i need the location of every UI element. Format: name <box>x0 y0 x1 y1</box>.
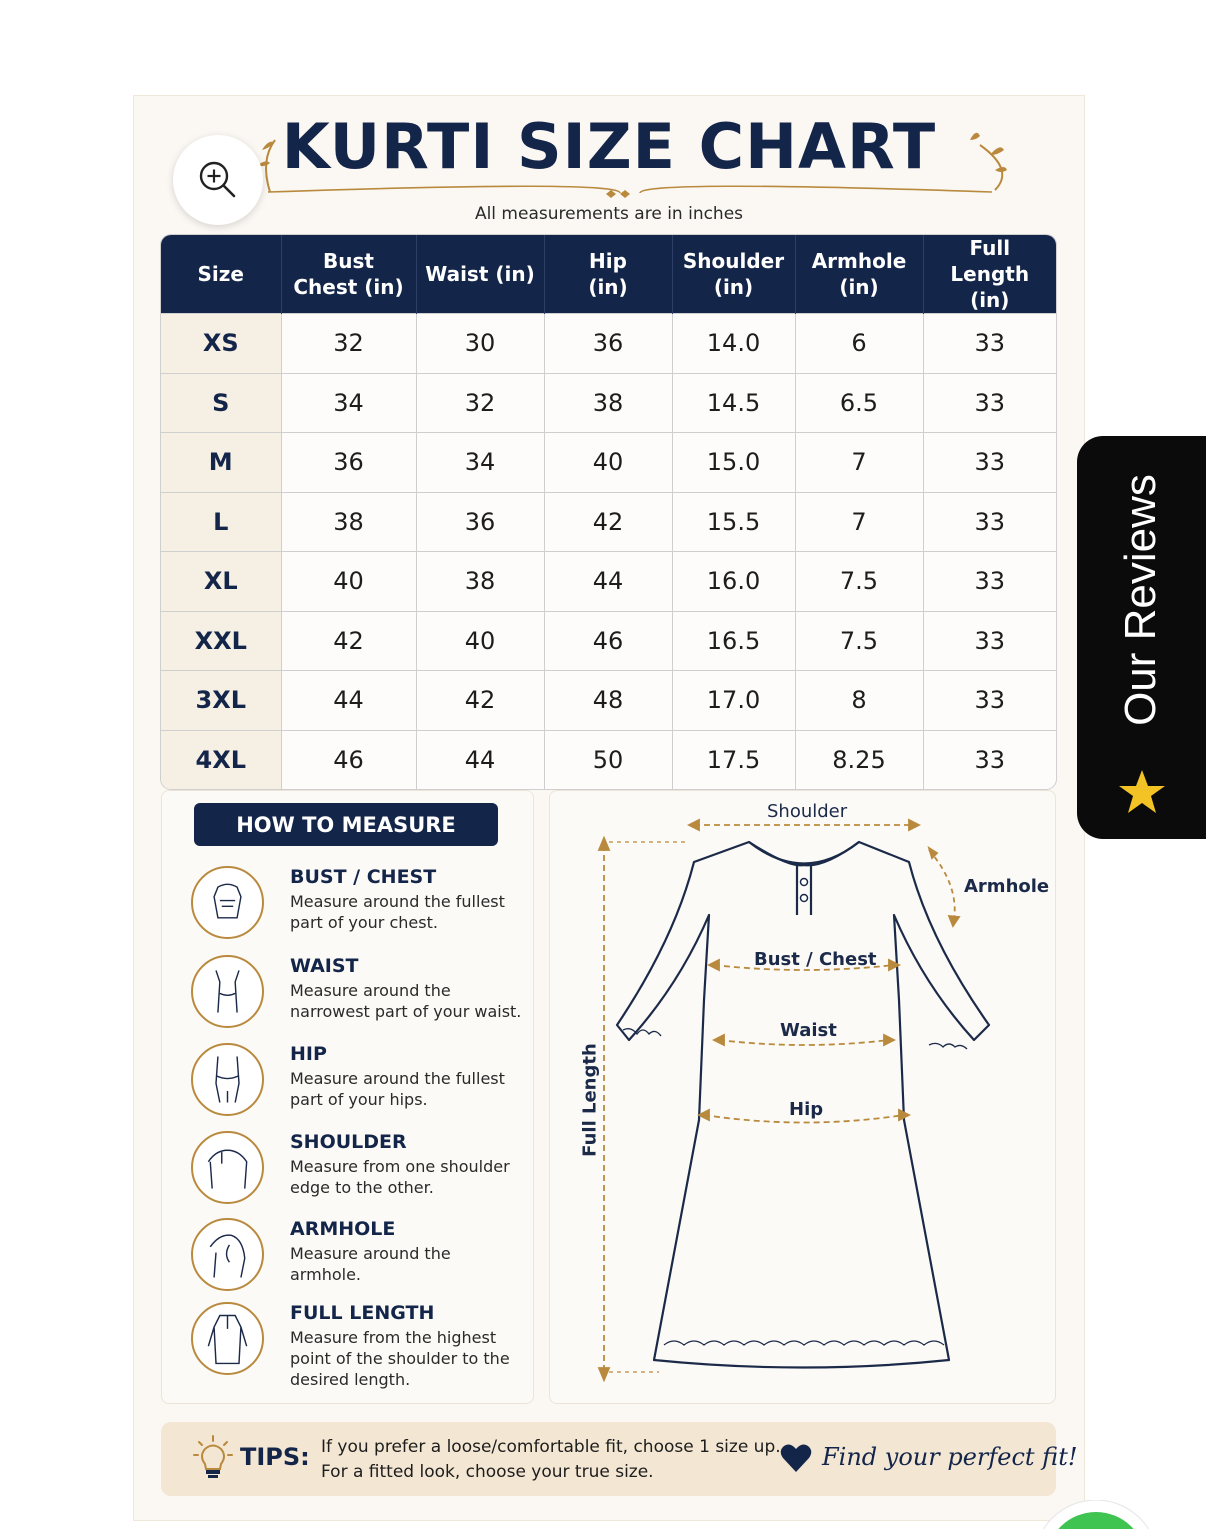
column-header-line1: Full Length <box>950 236 1030 286</box>
measure-item-title: WAIST <box>290 955 359 977</box>
measure-item-title: BUST / CHEST <box>290 866 437 888</box>
measure-cell: 40 <box>544 433 672 493</box>
size-cell: S <box>161 373 281 433</box>
tips-label: TIPS: <box>240 1443 310 1471</box>
measure-item-description: Measure around the fullest part of your chest. <box>290 892 505 932</box>
measure-cell: 33 <box>923 433 1056 493</box>
chat-bubble-button[interactable] <box>1038 1500 1206 1529</box>
measure-item-description: Measure from the highest point of the shoulder to the desired length. <box>290 1328 510 1389</box>
measure-cell: 44 <box>281 671 416 731</box>
table-header-row <box>161 235 1056 314</box>
column-header <box>416 235 544 314</box>
measure-cell: 8 <box>795 671 923 731</box>
size-cell: M <box>161 433 281 493</box>
how-to-measure-header: HOW TO MEASURE <box>194 803 498 846</box>
tips-line-2: For a fitted look, choose your true size. <box>321 1462 654 1482</box>
measure-item <box>191 1043 531 1123</box>
bust-figure-icon <box>191 866 264 939</box>
measure-cell: 40 <box>281 552 416 612</box>
measure-cell: 42 <box>281 611 416 671</box>
measure-item <box>191 1131 531 1211</box>
measure-cell: 15.0 <box>672 433 795 493</box>
measure-cell: 16.0 <box>672 552 795 612</box>
our-reviews-label: Our Reviews <box>1116 474 1165 726</box>
size-cell: XS <box>161 314 281 374</box>
measure-cell: 34 <box>281 373 416 433</box>
tips-tagline: Find your perfect fit! <box>822 1443 1078 1471</box>
column-header-line1: Waist (in) <box>425 262 535 286</box>
measure-cell: 15.5 <box>672 492 795 552</box>
measure-cell: 33 <box>923 314 1056 374</box>
tips-line-1: If you prefer a loose/comfortable fit, choose 1 size up. <box>321 1437 781 1457</box>
measure-cell: 14.5 <box>672 373 795 433</box>
table-row <box>161 492 1056 552</box>
diagram-label-shoulder: Shoulder <box>767 801 848 822</box>
zoom-button[interactable] <box>173 135 263 225</box>
measure-cell: 33 <box>923 552 1056 612</box>
hip-figure-icon <box>191 1043 264 1116</box>
measure-cell: 36 <box>416 492 544 552</box>
column-header <box>672 235 795 314</box>
measure-item-title: HIP <box>290 1043 327 1065</box>
column-header-line2: (in) <box>588 275 628 299</box>
waist-figure-icon <box>191 955 264 1028</box>
measure-cell: 44 <box>416 730 544 789</box>
measure-item <box>191 1302 531 1389</box>
measure-cell: 36 <box>544 314 672 374</box>
measure-cell: 7.5 <box>795 552 923 612</box>
column-header <box>281 235 416 314</box>
size-cell: L <box>161 492 281 552</box>
measure-item-description: Measure around the narrowest part of your waist. <box>290 981 522 1021</box>
measure-cell: 7.5 <box>795 611 923 671</box>
star-icon <box>1117 768 1167 816</box>
diagram-label-armhole: Armhole <box>964 876 1050 897</box>
measure-cell: 7 <box>795 433 923 493</box>
measure-cell: 30 <box>416 314 544 374</box>
size-cell: XXL <box>161 611 281 671</box>
measure-cell: 33 <box>923 492 1056 552</box>
lightbulb-icon <box>193 1434 233 1482</box>
measure-cell: 6 <box>795 314 923 374</box>
table-row <box>161 314 1056 374</box>
measure-cell: 7 <box>795 492 923 552</box>
measure-cell: 48 <box>544 671 672 731</box>
measure-cell: 38 <box>416 552 544 612</box>
measure-item <box>191 866 531 946</box>
chart-subtitle: All measurements are in inches <box>474 204 744 224</box>
size-cell: XL <box>161 552 281 612</box>
measure-cell: 38 <box>544 373 672 433</box>
measure-cell: 42 <box>416 671 544 731</box>
measure-item-description: Measure around the fullest part of your hips. <box>290 1069 505 1109</box>
measure-item-title: FULL LENGTH <box>290 1302 435 1324</box>
size-cell: 4XL <box>161 730 281 789</box>
size-cell: 3XL <box>161 671 281 731</box>
measure-cell: 8.25 <box>795 730 923 789</box>
measure-cell: 34 <box>416 433 544 493</box>
measure-cell: 40 <box>416 611 544 671</box>
table-row <box>161 433 1056 493</box>
column-header-line1: Size <box>197 262 244 286</box>
kurti-figure-icon <box>191 1302 264 1375</box>
measure-cell: 50 <box>544 730 672 789</box>
table-row <box>161 552 1056 612</box>
measure-cell: 32 <box>416 373 544 433</box>
measure-item-title: ARMHOLE <box>290 1218 396 1240</box>
diagram-label-bust: Bust / Chest <box>754 949 877 970</box>
column-header-line2: Chest (in) <box>293 275 404 299</box>
measure-item <box>191 1218 531 1298</box>
heart-icon <box>780 1443 812 1473</box>
table-row <box>161 373 1056 433</box>
column-header-line2: (in) <box>839 275 879 299</box>
measure-cell: 17.0 <box>672 671 795 731</box>
measure-cell: 36 <box>281 433 416 493</box>
measure-cell: 14.0 <box>672 314 795 374</box>
armhole-figure-icon <box>191 1218 264 1291</box>
diagram-label-waist: Waist <box>780 1020 837 1041</box>
measure-cell: 42 <box>544 492 672 552</box>
measure-item <box>191 955 531 1035</box>
column-header <box>795 235 923 314</box>
shoulder-figure-icon <box>191 1131 264 1204</box>
column-header-line1: Hip <box>589 249 627 273</box>
measure-cell: 44 <box>544 552 672 612</box>
measure-cell: 33 <box>923 611 1056 671</box>
column-header <box>923 235 1056 314</box>
measure-item-description: Measure around the armhole. <box>290 1244 451 1284</box>
tips-text <box>321 1435 781 1485</box>
measure-cell: 46 <box>544 611 672 671</box>
measure-cell: 38 <box>281 492 416 552</box>
measure-cell: 46 <box>281 730 416 789</box>
measure-item-description: Measure from one shoulder edge to the other. <box>290 1157 510 1197</box>
table-row <box>161 611 1056 671</box>
size-table <box>161 235 1056 789</box>
measure-cell: 6.5 <box>795 373 923 433</box>
measure-cell: 32 <box>281 314 416 374</box>
zoom-in-icon <box>198 160 238 200</box>
table-row <box>161 671 1056 731</box>
column-header-line1: Armhole <box>811 249 907 273</box>
measure-cell: 16.5 <box>672 611 795 671</box>
measure-item-title: SHOULDER <box>290 1131 407 1153</box>
diagram-label-full-length: Full Length <box>579 1043 601 1157</box>
measure-cell: 33 <box>923 730 1056 789</box>
diagram-label-hip: Hip <box>789 1099 824 1120</box>
column-header <box>544 235 672 314</box>
measure-cell: 33 <box>923 373 1056 433</box>
measure-cell: 33 <box>923 671 1056 731</box>
column-header-line2: (in) <box>713 275 754 299</box>
chart-title: KURTI SIZE CHART <box>281 110 937 183</box>
column-header-line2: (in) <box>970 288 1010 312</box>
column-header-line1: Bust <box>323 249 374 273</box>
column-header <box>161 235 281 314</box>
column-header-line1: Shoulder <box>682 249 785 273</box>
table-row <box>161 730 1056 789</box>
measure-cell: 17.5 <box>672 730 795 789</box>
